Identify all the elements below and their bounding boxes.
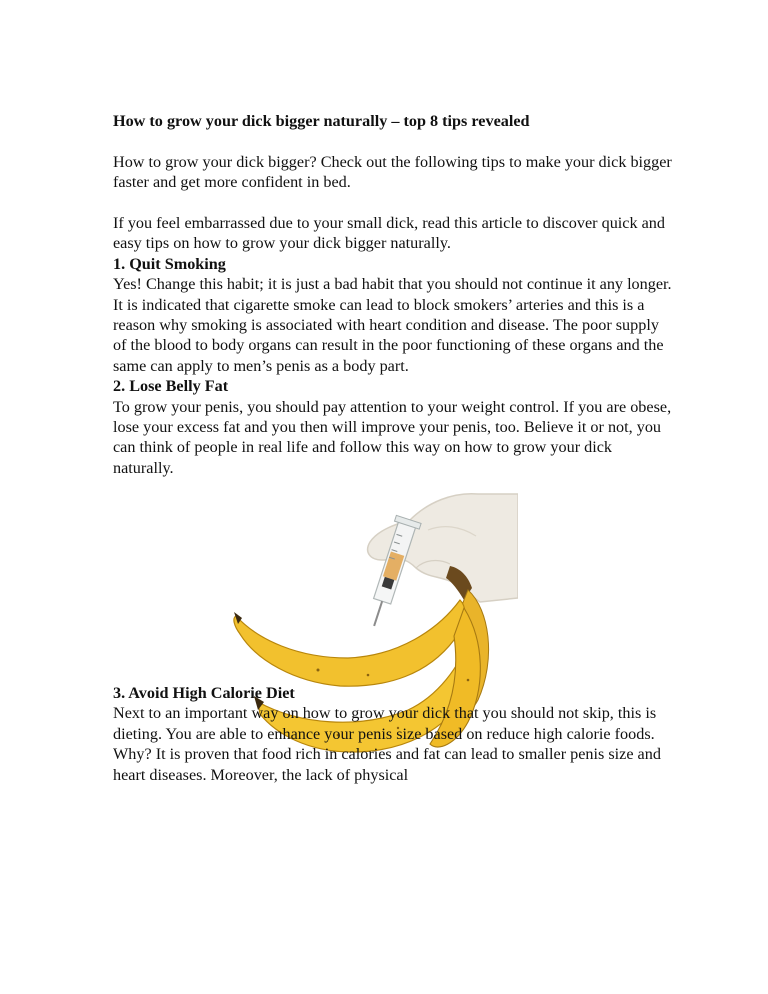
article-title: How to grow your dick bigger naturally – top 8 tips revealed	[113, 112, 530, 130]
tip-heading-lose-belly-fat: 2. Lose Belly Fat	[113, 377, 229, 396]
intro-paragraph-2: If you feel embarrassed due to your small dick, read this article to discover quick and easy tips on how to grow your dick bigger naturally.	[113, 214, 665, 253]
tip-heading-avoid-high-calorie-diet: 3. Avoid High Calorie Diet	[113, 684, 295, 702]
article-body-top	[113, 213, 673, 478]
article-body-bottom	[113, 683, 683, 785]
tip-body-lose-belly-fat: To grow your penis, you should pay attention to your weight control. If you are obese, lose your excess fat and you then will improve your penis, too. Believe it or not, you can think of people in real life and follow this way on how to grow your dick naturally.	[113, 397, 672, 477]
tip-body-avoid-high-calorie-diet: Next to an important way on how to grow your dick that you should not skip, this is dieting. You are able to enhance your penis size based on reduce high calorie foods. Why? It is proven that food rich in calories and fat can lead to smaller penis size and heart diseases. Moreover, the lack of physical	[113, 704, 661, 784]
tip-body-quit-smoking: Yes! Change this habit; it is just a bad habit that you should not continue it any longer. It is indicated that cigarette smoke can lead to block smokers’ arteries and this is a reason why smoking is associated with heart condition and disease. The poor supply of the blood to body organs can result in the poor functioning of these organs and the same can apply to men’s penis as a body part.	[113, 275, 672, 375]
tip-heading-quit-smoking: 1. Quit Smoking	[113, 254, 226, 273]
banana-top	[234, 600, 465, 686]
intro-paragraph-1: How to grow your dick bigger? Check out the following tips to make your dick bigger faster and get more confident in bed.	[113, 153, 672, 192]
